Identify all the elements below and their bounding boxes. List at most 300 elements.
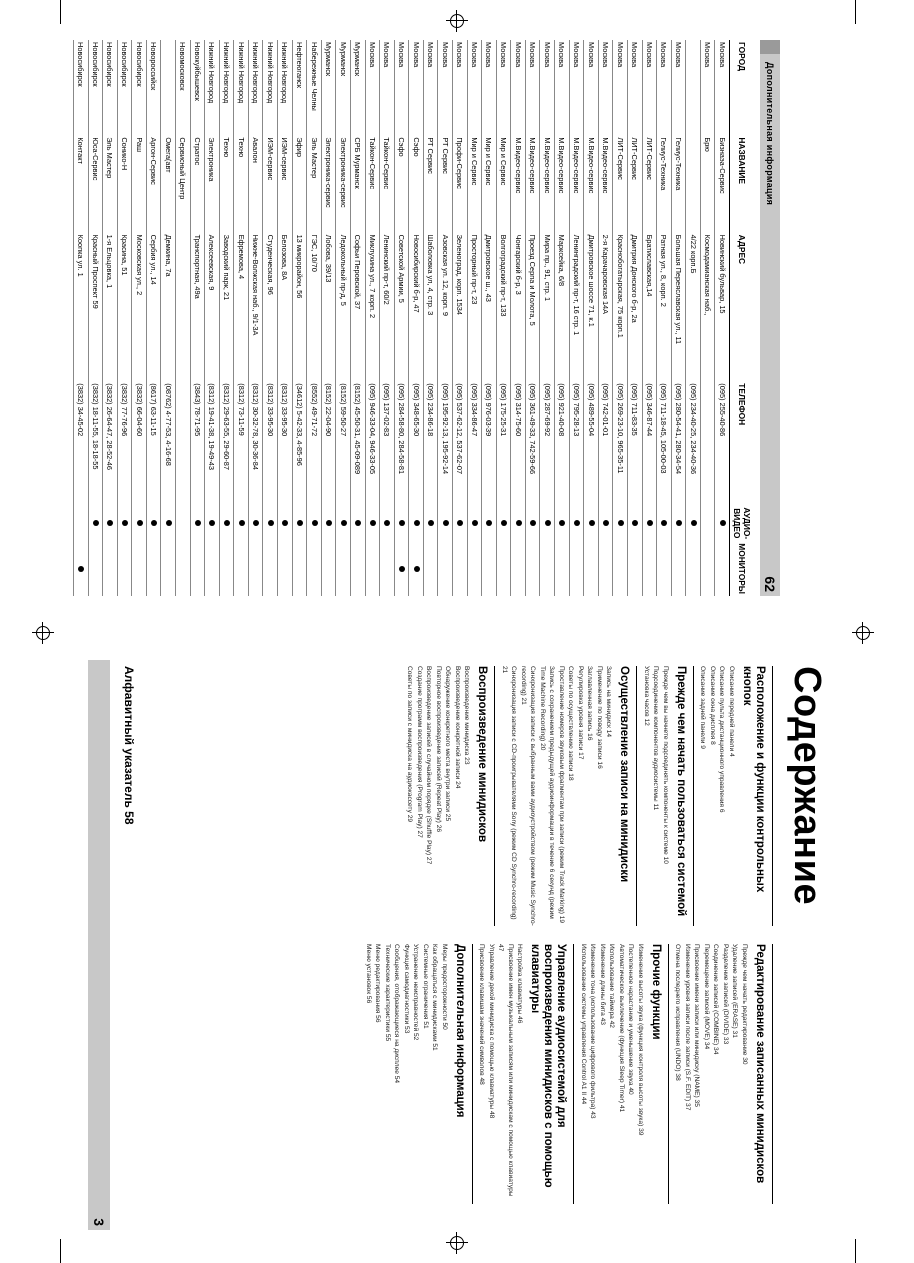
cell-name: Контакт: [73, 135, 88, 232]
cell-city: Москва: [613, 40, 628, 135]
cell-mon: [700, 541, 715, 596]
availability-dot-icon: [107, 520, 113, 526]
cell-av: [321, 505, 336, 541]
cell-mon: [482, 541, 497, 596]
table-row: [365, 40, 380, 596]
cell-city: Москва: [627, 40, 642, 135]
contents-entry: Меню установок 56: [365, 944, 372, 1004]
cell-name: Сервисный Центр: [176, 135, 191, 232]
cell-mon: [438, 541, 453, 596]
section-divider: [472, 944, 473, 1204]
availability-dot-icon: [239, 520, 245, 526]
table-row: [248, 40, 263, 596]
cell-av: [117, 505, 132, 541]
availability-dot-icon: [457, 520, 463, 526]
cell-mon: [132, 541, 147, 596]
cell-city: Москва: [438, 40, 453, 135]
table-row: [715, 40, 730, 596]
cell-addr: 2-я Карачаровская 14А: [598, 233, 613, 382]
cell-phone: (3832) 26-64-47, 28-52-46: [103, 381, 118, 505]
contents-entry: Советы по записи с минидиска на аудиокассету 29: [406, 666, 414, 823]
availability-dot-icon: [486, 520, 492, 526]
contents-entry: Автоматическое выключение (функция Sleep Timer) 41: [618, 944, 625, 1113]
cell-mon: [409, 541, 424, 596]
cell-name: ЛИТ-Сервис: [627, 135, 642, 232]
contents-section-heading: Редактирование записанных минидисков: [754, 944, 766, 1184]
cell-mon: [657, 541, 672, 596]
cell-city: Москва: [409, 40, 424, 135]
table-row: [482, 40, 497, 596]
table-row: [103, 40, 118, 596]
table-row: [540, 40, 555, 596]
cell-name: Авалон: [248, 135, 263, 232]
cell-name: Электроника-сервис: [336, 135, 351, 232]
availability-dot-icon: [282, 520, 288, 526]
cell-av: [205, 505, 220, 541]
cell-av: [219, 505, 234, 541]
cell-phone: (095) 976-03-39: [482, 381, 497, 505]
table-body: [73, 40, 729, 596]
cell-mon: [453, 541, 468, 596]
cell-city: Москва: [511, 40, 526, 135]
contents-entry: Присвоение клавишам значений символов 48: [478, 944, 486, 1085]
cell-city: Москва: [365, 40, 380, 135]
cell-name: Раш: [132, 135, 147, 232]
contents-entry: Меню редактирования 56: [374, 944, 382, 1023]
cell-mon: [569, 541, 584, 596]
cell-mon: [525, 541, 540, 596]
cell-phone: (34612) 5-42-33, 4-85-96: [292, 381, 307, 505]
service-centers-table: [73, 40, 754, 596]
registration-mark-right: [852, 622, 874, 644]
contents-entry: Запись на минидиск 14: [605, 666, 613, 738]
availability-dot-icon: [137, 520, 143, 526]
cell-city: Москва: [482, 40, 497, 135]
column-header: МОНИТОРЫ: [730, 541, 755, 596]
cell-av: [278, 505, 293, 541]
cell-av: [700, 505, 715, 541]
availability-dot-icon: [501, 520, 507, 526]
availability-dot-icon: [399, 520, 405, 526]
contents-entry: Технические характеристики 55: [384, 944, 391, 1042]
contents-page: [88, 660, 828, 1230]
cell-addr: Студенческая, 96: [263, 233, 278, 382]
cell-phone: (095) 287-69-92: [540, 381, 555, 505]
cell-av: [540, 505, 555, 541]
cell-av: [380, 505, 395, 541]
contents-entry: Воспроизведение записей в случайном порядке (Shuffle Play) 27: [425, 666, 433, 865]
contents-entry: Отмена последнего исправления (UNDO) 38: [674, 944, 682, 1081]
table-row: [380, 40, 395, 596]
cell-city: Москва: [453, 40, 468, 135]
cell-addr: Миклухина ул., 7 корп. 2: [365, 233, 380, 382]
cell-phone: (8312) 33-95-30: [278, 381, 293, 505]
column-header: ТЕЛЕФОН: [730, 381, 755, 505]
contents-entry: Воспроизведение конкретной записи 24: [454, 666, 461, 789]
cell-city: Нижний Новгород: [219, 40, 234, 135]
cell-name: Мир и Сервис: [467, 135, 482, 232]
availability-dot-icon: [676, 520, 682, 526]
contents-entry: Настройка клавиатуры 46: [516, 944, 524, 1024]
cell-name: ЛИТ-Сервис: [613, 135, 628, 232]
availability-dot-icon: [443, 520, 449, 526]
cell-mon: [686, 541, 701, 596]
cell-mon: [350, 541, 365, 596]
table-row: [657, 40, 672, 596]
availability-dot-icon: [516, 520, 522, 526]
cell-av: [671, 505, 686, 541]
cell-av: [307, 505, 322, 541]
contents-entry: Сообщения, отображающиеся на дисплее 54: [393, 944, 401, 1084]
cell-mon: [380, 541, 395, 596]
cell-city: Новосибирск: [88, 40, 103, 135]
cell-name: [686, 135, 701, 232]
table-row: [292, 40, 307, 596]
cell-av: [263, 505, 278, 541]
cell-addr: Софьи Перовской, 37: [350, 233, 365, 382]
cell-city: Москва: [394, 40, 409, 135]
contents-column-left: [364, 666, 778, 926]
cell-phone: (095) 255-40-86: [715, 381, 730, 505]
cell-name: Бизнаэа-Сервис: [715, 135, 730, 232]
table-row: [642, 40, 657, 596]
cell-mon: [88, 541, 103, 596]
cell-av: [190, 505, 205, 541]
table-row: [394, 40, 409, 596]
cell-mon: [394, 541, 409, 596]
cell-name: Электроника: [205, 135, 220, 232]
cell-phone: (8312) 29-63-55, 29-60-87: [219, 381, 234, 505]
page-number: 62: [762, 576, 778, 592]
availability-dot-icon: [530, 520, 536, 526]
crop-mark: [60, 1239, 61, 1263]
cell-phone: (095) 742-01-01: [598, 381, 613, 505]
table-row: [584, 40, 599, 596]
header-grey-block: [760, 40, 780, 54]
cell-city: Мурманск: [321, 40, 336, 135]
cell-addr: Демкина, 7а: [161, 233, 176, 382]
cell-name: ЛИТ-Сервис: [642, 135, 657, 232]
contents-entry: Описание пульта дистанционного управления 6: [718, 666, 726, 813]
registration-mark-top: [446, 10, 468, 32]
cell-mon: [467, 541, 482, 596]
cell-name: Мир и Сервис: [496, 135, 511, 232]
cell-city: Москва: [423, 40, 438, 135]
cell-city: Новосибирск: [132, 40, 147, 135]
cell-city: Нижний Новгород: [263, 40, 278, 135]
cell-city: Москва: [555, 40, 570, 135]
cell-phone: (3832) 66-04-60: [132, 381, 147, 505]
contents-entry: Перемещение записей (MOVE) 34: [703, 944, 710, 1050]
table-row: [525, 40, 540, 596]
contents-section-heading: Расположение и функции контрольных кнопок: [741, 666, 766, 893]
cell-mon: [627, 541, 642, 596]
table-row: [555, 40, 570, 596]
cell-city: Нижний Новгород: [248, 40, 263, 135]
cell-mon: [555, 541, 570, 596]
cell-city: Нефтеюганск: [292, 40, 307, 135]
cell-addr: Московская ул., 2: [132, 233, 147, 382]
contents-section-heading: Прочие функции: [650, 944, 662, 1040]
table-row: [146, 40, 161, 596]
table-row: [613, 40, 628, 596]
contents-section-heading: Осуществление записи на минидиски: [618, 666, 631, 883]
cell-phone: [176, 381, 191, 505]
availability-dot-icon: [603, 520, 609, 526]
table-row: [409, 40, 424, 596]
availability-dot-icon: [414, 520, 420, 526]
cell-phone: (095) 137-02-83: [380, 381, 395, 505]
cell-city: Нижний Новгород: [278, 40, 293, 135]
availability-dot-icon: [326, 520, 332, 526]
cell-name: М.Видео-сервис: [584, 135, 599, 232]
cell-addr: Ленинский пр-т, 60/2: [380, 233, 395, 382]
contents-entry: Создание программ воспроизведения (Program Play) 27: [416, 666, 423, 838]
table-row: [438, 40, 453, 596]
cell-addr: Транспортная, 49а: [190, 233, 205, 382]
column-header: АДРЕС: [730, 233, 755, 382]
cell-phone: (095) 234-40-25, 234-40-36: [686, 381, 701, 505]
cell-phone: (095) 346-87-44: [642, 381, 657, 505]
contents-entry: Как обращаться с минидисками 51: [431, 944, 439, 1051]
cell-av: [525, 505, 540, 541]
availability-dot-icon: [195, 520, 201, 526]
cell-name: Эль Мастер: [307, 135, 322, 232]
contents-entry: Меры предосторожности 50: [441, 944, 448, 1030]
table-row: [205, 40, 220, 596]
availability-dot-icon: [720, 520, 726, 526]
cell-phone: (8152) 22-04-90: [321, 381, 336, 505]
cell-name: РТ Сервис: [423, 135, 438, 232]
contents-entry: Прежде чем начать редактирование 30: [741, 944, 748, 1065]
cell-mon: [103, 541, 118, 596]
cell-city: Москва: [496, 40, 511, 135]
cell-phone: (8312) 33-95-30: [263, 381, 278, 505]
cell-city: Москва: [700, 40, 715, 135]
cell-name: М.Видео-сервис: [598, 135, 613, 232]
cell-av: [176, 505, 191, 541]
table-row: [190, 40, 205, 596]
cell-addr: Большая Переяславская ул., 11: [671, 233, 686, 382]
cell-addr: Нижне-Волжская наб., 9/1-3А: [248, 233, 263, 382]
contents-entry: Постепенное нарастание и уменьшение звука 40: [627, 944, 635, 1095]
cell-city: Набережные Челны: [307, 40, 322, 135]
cell-addr: Красный Проспект 59: [88, 233, 103, 382]
availability-dot-icon: [312, 520, 318, 526]
table-row: [219, 40, 234, 596]
cell-phone: (095) 234-86-18: [423, 381, 438, 505]
cell-city: Москва: [715, 40, 730, 135]
table-row: [73, 40, 88, 596]
cell-city: Москва: [642, 40, 657, 135]
cell-phone: (095) 946-33-04, 946-33-05: [365, 381, 380, 505]
table-row: [467, 40, 482, 596]
contents-entry: Присвоение имени записи или минидиску (NAME) 35: [693, 944, 701, 1107]
availability-dot-icon: [399, 566, 405, 572]
table-row: [263, 40, 278, 596]
contents-entry: Устранение неисправностей 52: [412, 944, 420, 1041]
cell-mon: [248, 541, 263, 596]
crop-mark: [60, 0, 61, 24]
cell-mon: [671, 541, 686, 596]
cell-phone: (095) 195-92-13, 195-92-14: [438, 381, 453, 505]
cell-phone: (8152) 45-50-31, 45-09-089: [350, 381, 365, 505]
page-header-band: [760, 40, 780, 596]
cell-addr: Ленинградский пр-т, 16 стр. 1: [569, 233, 584, 382]
cell-city: Москва: [569, 40, 584, 135]
cell-addr: Зеленоград, корп. 1534: [453, 233, 468, 382]
cell-name: РТ Сервис: [438, 135, 453, 232]
cell-city: Новосибирск: [73, 40, 88, 135]
cell-name: Омега(авт: [161, 135, 176, 232]
cell-av: [409, 505, 424, 541]
availability-dot-icon: [691, 520, 697, 526]
cell-mon: [365, 541, 380, 596]
cell-addr: Дмитровское шоссе 71, к.1: [584, 233, 599, 382]
contents-title: Содержание: [786, 666, 828, 906]
contents-entry: Описание окна дисплея 8: [709, 666, 716, 745]
column-header: НАЗВАНИЕ: [730, 135, 755, 232]
contents-entry: Описание передней панели 4: [728, 666, 735, 757]
cell-mon: [307, 541, 322, 596]
table-row: [423, 40, 438, 596]
table-row: [321, 40, 336, 596]
cell-phone: (095) 711-18-45, 105-00-03: [657, 381, 672, 505]
section-divider: [772, 666, 773, 926]
availability-dot-icon: [574, 520, 580, 526]
table-row: [307, 40, 322, 596]
cell-phone: (3832) 34-45-02: [73, 381, 88, 505]
availability-dot-icon: [384, 520, 390, 526]
cell-phone: (095) 334-86-47: [467, 381, 482, 505]
table-row: [350, 40, 365, 596]
availability-dot-icon: [78, 566, 84, 572]
page-footer-band: [88, 660, 110, 1230]
cell-addr: Ратная ул., 8, корп. 2: [657, 233, 672, 382]
column-header: ГОРОД: [730, 40, 755, 135]
contents-entry: Советы по осуществлению записи 18: [567, 666, 575, 781]
cell-av: [511, 505, 526, 541]
cell-phone: (095) 348-65-30: [409, 381, 424, 505]
cell-name: Тайкон-Сервис: [380, 135, 395, 232]
cell-mon: [263, 541, 278, 596]
cell-av: [584, 505, 599, 541]
cell-city: Москва: [598, 40, 613, 135]
cell-name: М.Видео-сервис: [540, 135, 555, 232]
contents-entry: Воспроизведение минидиска 23: [463, 666, 471, 765]
section-divider: [574, 944, 575, 1204]
cell-name: М.Видео-сервис: [525, 135, 540, 232]
availability-dot-icon: [297, 520, 303, 526]
cell-addr: Братиславская,14: [642, 233, 657, 382]
cell-phone: (8152) 59-50-27: [336, 381, 351, 505]
cell-addr: 1-я Ельцовка, 1: [103, 233, 118, 382]
cell-mon: [715, 541, 730, 596]
cell-name: ИЭМ-сервис: [263, 135, 278, 232]
cell-phone: (8552) 49-71-72: [307, 381, 322, 505]
availability-dot-icon: [632, 520, 638, 526]
contents-entry: Соединение записей (COMBINE) 34: [712, 944, 720, 1055]
cell-name: Сонико-Н: [117, 135, 132, 232]
table-row: [161, 40, 176, 596]
cell-name: Гелиус-Техника: [671, 135, 686, 232]
cell-mon: [584, 541, 599, 596]
cell-av: [569, 505, 584, 541]
cell-phone: [700, 381, 715, 505]
cell-phone: (3832) 18-11-55, 18-18-55: [88, 381, 103, 505]
cell-addr: Ефремова, 4: [234, 233, 249, 382]
cell-name: Сэфо: [394, 135, 409, 232]
availability-dot-icon: [559, 520, 565, 526]
cell-mon: [598, 541, 613, 596]
cell-addr: Шаболовка ул, 4, стр. 3: [423, 233, 438, 382]
cell-addr: 13 микрорайон, 56: [292, 233, 307, 382]
cell-city: Новокуйбышевск: [190, 40, 205, 135]
contents-entry: Регулировка уровня записи 17: [577, 666, 584, 760]
cell-mon: [117, 541, 132, 596]
cell-phone: (8312) 30-32-78, 30-36-84: [248, 381, 263, 505]
cell-phone: (095) 489-55-04: [584, 381, 599, 505]
cell-phone: (095) 361-49-33, 742-59-66: [525, 381, 540, 505]
section-divider: [495, 666, 496, 926]
contents-column-right: [364, 944, 778, 1204]
section-divider: [693, 666, 694, 926]
cell-name: Эль Мастер: [103, 135, 118, 232]
cell-addr: 4/22 корп.Б: [686, 233, 701, 382]
table-row: [700, 40, 715, 596]
cell-name: Профи-Сервис: [453, 135, 468, 232]
table-row: [336, 40, 351, 596]
cell-addr: Азовская ул. 12, корп. 9: [438, 233, 453, 382]
cell-av: [715, 505, 730, 541]
cell-av: [292, 505, 307, 541]
availability-dot-icon: [472, 520, 478, 526]
availability-dot-icon: [93, 520, 99, 526]
cell-phone: (095) 280-54-41, 280-34-54: [671, 381, 686, 505]
cell-addr: Проезд Серпа и Молота, 5: [525, 233, 540, 382]
cell-av: [350, 505, 365, 541]
contents-entry: Синхронизация записи с выбранным вами аудиоустройством (режим Music Synchro-recording) 21: [520, 666, 537, 926]
contents-entry: Применение по поводу записи 16: [596, 666, 603, 769]
cell-addr: Красина, 51: [117, 233, 132, 382]
contents-entry: Изменение длины бита 43: [599, 944, 606, 1025]
cell-city: Москва: [671, 40, 686, 135]
cell-addr: Дмитрия Донского б-р, 2а: [627, 233, 642, 382]
cell-av: [248, 505, 263, 541]
index-title: Алфавитный указатель 58: [122, 666, 136, 825]
cell-city: Новороссийск: [146, 40, 161, 135]
cell-phone: (8312) 19-41-38, 19-49-43: [205, 381, 220, 505]
cell-addr: Чонгарский б-р, 3: [511, 233, 526, 382]
cell-av: [613, 505, 628, 541]
cell-mon: [423, 541, 438, 596]
cell-city: Москва: [657, 40, 672, 135]
cell-addr: Мира пр., 91, стр. 1: [540, 233, 555, 382]
cell-av: [394, 505, 409, 541]
cell-av: [423, 505, 438, 541]
cell-mon: [205, 541, 220, 596]
page-number-right: 3: [91, 1218, 107, 1226]
cell-city: Новомосковск: [176, 40, 191, 135]
contents-entry: Удаление записей (ERASE) 31: [731, 944, 739, 1038]
cell-mon: [161, 541, 176, 596]
contents-entry: Разделение записей (DIVIDE) 33: [722, 944, 729, 1045]
contents-section-heading: Управление аудиосистемой для воспроизведения минидисков с помощью клавиатуры: [529, 944, 568, 1188]
cell-phone: (095) 175-25-31: [496, 381, 511, 505]
cell-addr: Заводский парк, 21: [219, 233, 234, 382]
availability-dot-icon: [151, 520, 157, 526]
cell-av: [555, 505, 570, 541]
